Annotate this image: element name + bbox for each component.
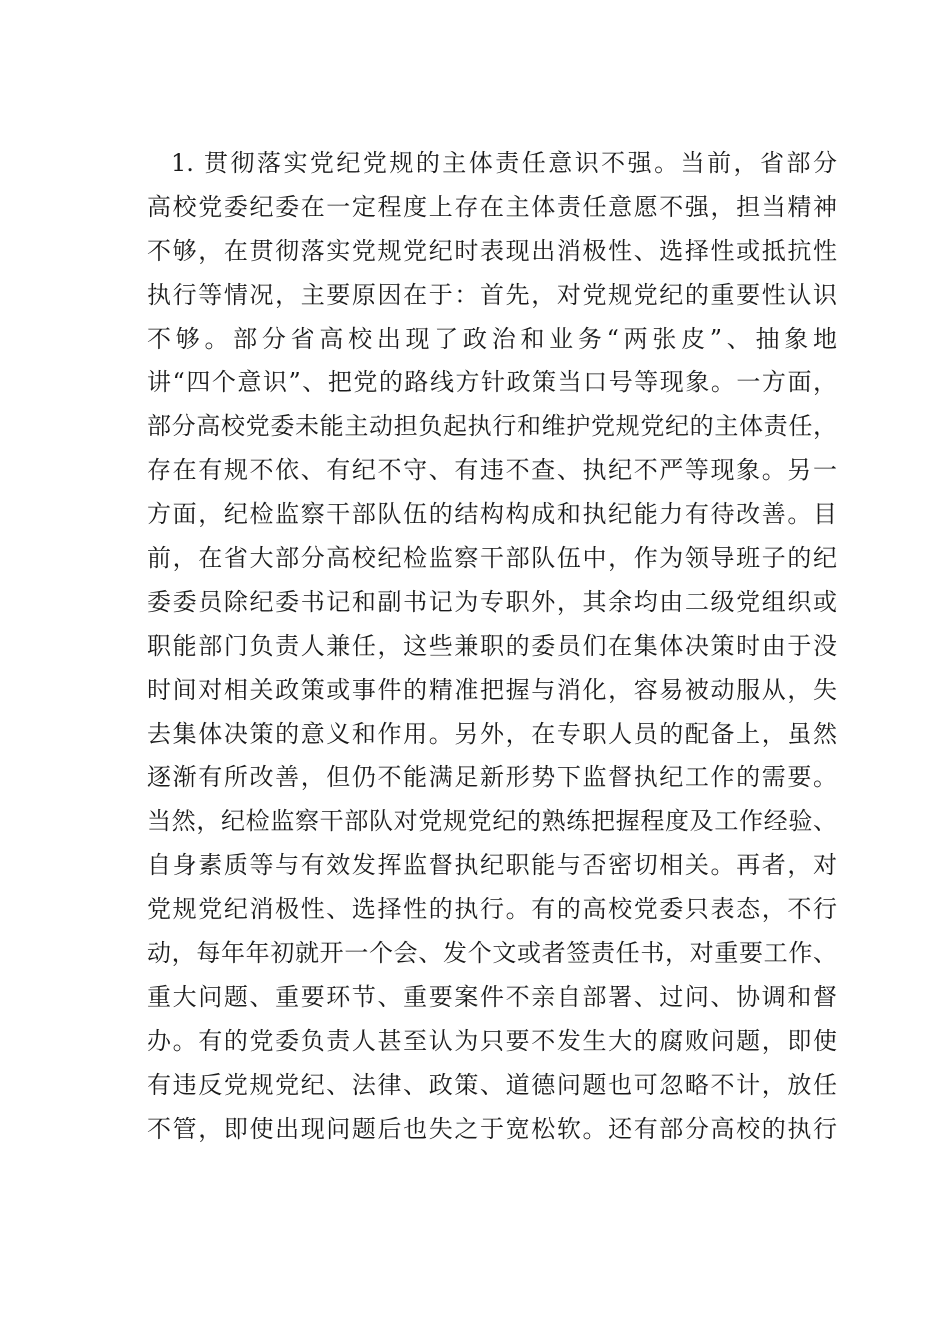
text-line: 重大问题、重要环节、重要案件不亲自部署、过问、协调和督 xyxy=(147,982,837,1011)
text-line: 1. 贯彻落实党纪党规的主体责任意识不强。当前，省部分 xyxy=(171,149,837,177)
text-line: 当然，纪检监察干部队对党规党纪的熟练把握程度及工作经验、 xyxy=(147,807,837,836)
text-line: 办。有的党委负责人甚至认为只要不发生大的腐败问题，即使 xyxy=(147,1026,837,1055)
text-line: 讲“四个意识”、把党的路线方针政策当口号等现象。一方面， xyxy=(147,368,837,397)
text-line: 动，每年年初就开一个会、发个文或者签责任书，对重要工作、 xyxy=(147,939,837,968)
text-line: 高校党委纪委在一定程度上存在主体责任意愿不强，担当精神 xyxy=(147,192,837,221)
body-paragraph xyxy=(147,142,837,1151)
text-line: 委委员除纪委书记和副书记为专职外，其余均由二级党组织或 xyxy=(147,587,837,616)
text-line: 不够，在贯彻落实党规党纪时表现出消极性、选择性或抵抗性 xyxy=(147,236,837,265)
text-line: 去集体决策的意义和作用。另外，在专职人员的配备上，虽然 xyxy=(147,719,837,748)
text-line: 执行等情况，主要原因在于：首先，对党规党纪的重要性认识 xyxy=(147,280,837,309)
text-line: 逐渐有所改善，但仍不能满足新形势下监督执纪工作的需要。 xyxy=(147,763,837,792)
text-line: 职能部门负责人兼任，这些兼职的委员们在集体决策时由于没 xyxy=(147,631,837,660)
text-line: 部分高校党委未能主动担负起执行和维护党规党纪的主体责任， xyxy=(147,412,837,441)
text-line: 前，在省大部分高校纪检监察干部队伍中，作为领导班子的纪 xyxy=(147,544,837,573)
text-line: 方面，纪检监察干部队伍的结构构成和执纪能力有待改善。目 xyxy=(147,500,837,529)
text-line: 自身素质等与有效发挥监督执纪职能与否密切相关。再者，对 xyxy=(147,851,837,880)
text-line: 时间对相关政策或事件的精准把握与消化，容易被动服从，失 xyxy=(147,675,837,704)
text-line: 党规党纪消极性、选择性的执行。有的高校党委只表态，不行 xyxy=(147,895,837,924)
text-line: 存在有规不依、有纪不守、有违不查、执纪不严等现象。另一 xyxy=(147,456,837,485)
text-line: 不管，即使出现问题后也失之于宽松软。还有部分高校的执行 xyxy=(147,1114,837,1143)
text-line: 有违反党规党纪、法律、政策、道德问题也可忽略不计，放任 xyxy=(147,1070,837,1099)
text-line: 不够。部分省高校出现了政治和业务“两张皮”、抽象地 xyxy=(147,324,837,353)
